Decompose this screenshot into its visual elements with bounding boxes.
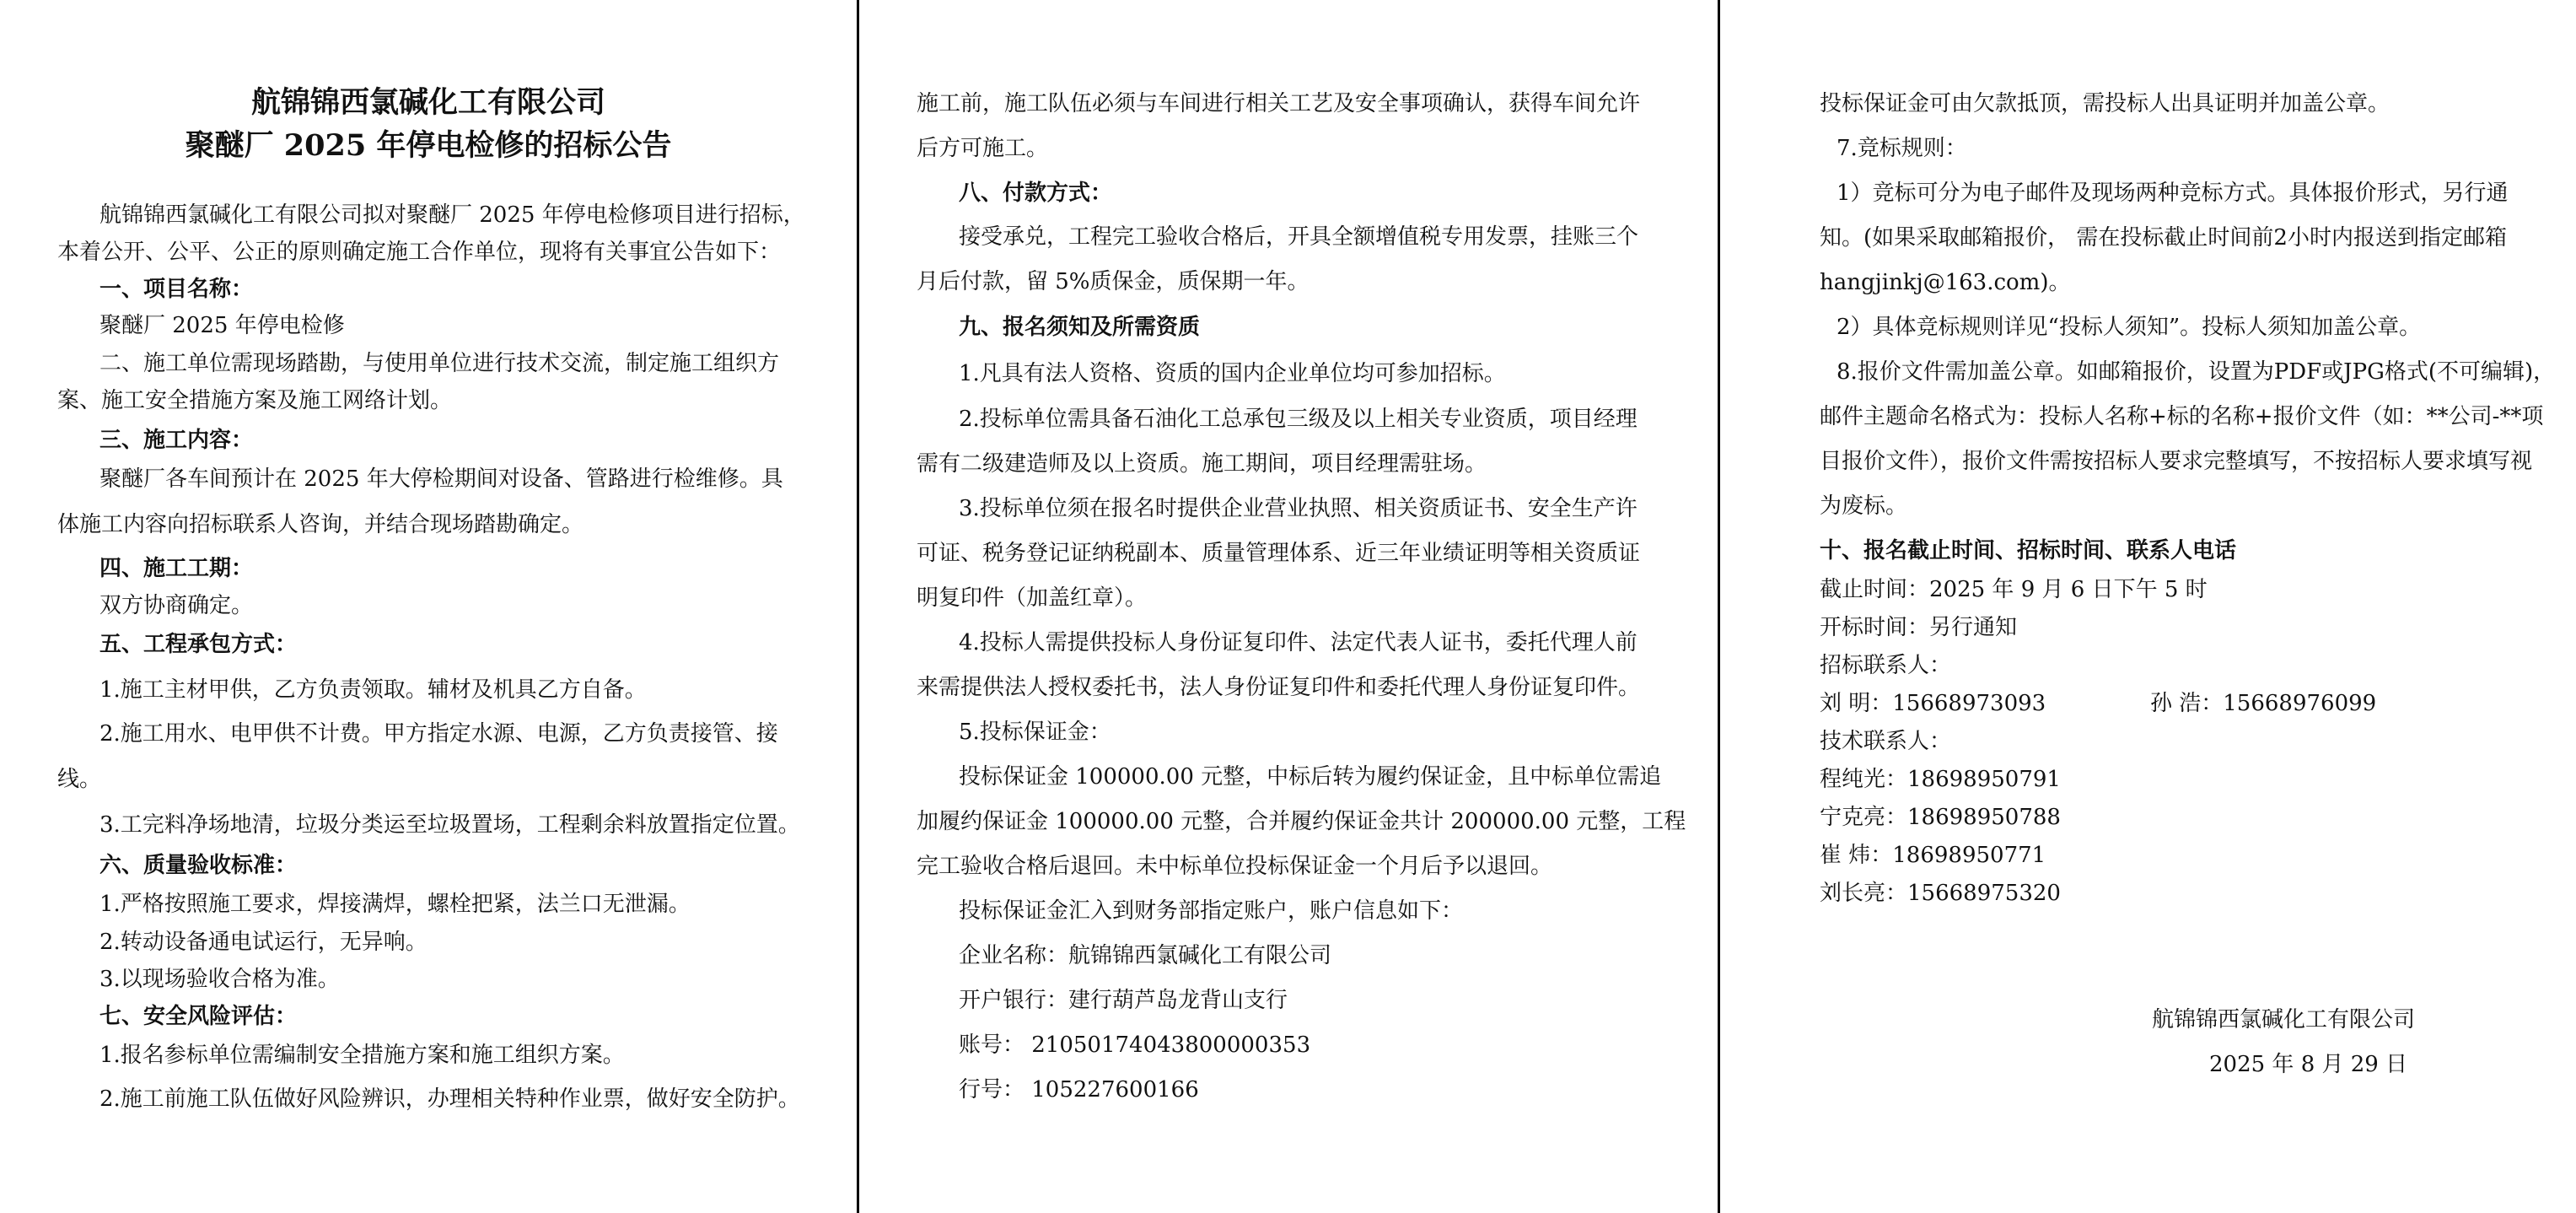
list-item: 需有二级建造师及以上资质。施工期间，项目经理需驻场。 — [917, 451, 1487, 477]
account-number: 账号： 21050174043800000353 — [959, 1032, 1311, 1058]
section-heading: 九、报名须知及所需资质 — [959, 315, 1201, 340]
section-text: 后方可施工。 — [917, 136, 1049, 161]
section-text: 聚醚厂 2025 年停电检修 — [99, 313, 345, 338]
section-heading: 7.竞标规则： — [1837, 136, 1967, 161]
list-item: 1.施工主材甲供，乙方负责领取。辅材及机具乙方自备。 — [99, 677, 647, 703]
list-item: 目报价文件），报价文件需按招标人要求完整填写，不按招标人要求填写视 — [1820, 449, 2533, 474]
tech-contact: 崔 炜：18698950771 — [1820, 843, 2046, 868]
deadline: 截止时间：2025 年 9 月 6 日下午 5 时 — [1820, 577, 2208, 602]
section-text: 完工验收合格后退回。未中标单位投标保证金一个月后予以退回。 — [917, 854, 1553, 879]
signature-company: 航锦锦西氯碱化工有限公司 — [2152, 1007, 2416, 1032]
list-item: 3.工完料净场地清，垃圾分类运至垃圾置场，工程剩余料放置指定位置。 — [99, 812, 800, 838]
section-text: 案、施工安全措施方案及施工网络计划。 — [57, 388, 453, 413]
section-text: 施工前，施工队伍必须与车间进行相关工艺及安全事项确认，获得车间允许 — [917, 91, 1641, 116]
section-text: 投标保证金可由欠款抵顶，需投标人出具证明并加盖公章。 — [1820, 91, 2390, 116]
section-text: 接受承兑，工程完工验收合格后，开具全额增值税专用发票，挂账三个 — [959, 224, 1639, 250]
list-item: 1.严格按照施工要求，焊接满焊，螺栓把紧，法兰口无泄漏。 — [99, 892, 691, 917]
list-item: 2）具体竞标规则详见“投标人须知”。投标人须知加盖公章。 — [1837, 315, 2422, 340]
list-item: 1.凡具有法人资格、资质的国内企业单位均可参加招标。 — [959, 361, 1506, 386]
bank-code: 行号： 105227600166 — [959, 1077, 1199, 1102]
page-3 — [1720, 0, 2576, 1213]
section-text: 二、施工单位需现场踏勘，与使用单位进行技术交流，制定施工组织方 — [99, 351, 780, 376]
list-item: 2.转动设备通电试运行，无异响。 — [99, 930, 428, 955]
list-item: 8.报价文件需加盖公章。如邮箱报价，设置为PDF或JPG格式(不可编辑)， — [1837, 359, 2556, 385]
section-text: 体施工内容向招标联系人咨询，并结合现场踏勘确定。 — [57, 512, 584, 537]
list-item: 2.施工前施工队伍做好风险辨识，办理相关特种作业票，做好安全防护。 — [99, 1086, 800, 1112]
list-item: 3.投标单位须在报名时提供企业营业执照、相关资质证书、安全生产许 — [959, 496, 1638, 521]
section-heading: 一、项目名称： — [99, 277, 254, 302]
list-item: 1.报名参标单位需编制安全措施方案和施工组织方案。 — [99, 1043, 625, 1068]
intro-line: 本着公开、公平、公正的原则确定施工合作单位，现将有关事宜公告如下： — [57, 240, 782, 265]
bid-contact-label: 招标联系人： — [1820, 653, 1952, 678]
section-heading: 七、安全风险评估： — [99, 1004, 298, 1029]
section-text: 加履约保证金 100000.00 元整，合并履约保证金共计 200000.00 元整，工程 — [917, 809, 1686, 834]
list-item: 邮件主题命名格式为：投标人名称+标的名称+报价文件（如：**公司-**项 — [1820, 404, 2544, 429]
account-bank: 开户银行：建行葫芦岛龙背山支行 — [959, 988, 1288, 1013]
account-name: 企业名称：航锦锦西氯碱化工有限公司 — [959, 943, 1332, 968]
section-text: 双方协商确定。 — [99, 593, 254, 618]
list-item: 可证、税务登记证纳税副本、质量管理体系、近三年业绩证明等相关资质证 — [917, 541, 1641, 566]
intro-line: 航锦锦西氯碱化工有限公司拟对聚醚厂 2025 年停电检修项目进行招标， — [99, 202, 805, 228]
list-item: 4.投标人需提供投标人身份证复印件、法定代表人证书，委托代理人前 — [959, 630, 1638, 655]
bid-contact: 刘 明：15668973093 — [1820, 691, 2046, 716]
list-item: 线。 — [57, 767, 102, 792]
list-item: 5.投标保证金： — [959, 720, 1111, 745]
list-item: 知。(如果采取邮箱报价， 需在投标截止时间前2小时内报送到指定邮箱 — [1820, 225, 2507, 251]
section-heading: 五、工程承包方式： — [99, 632, 298, 657]
opening-time: 开标时间：另行通知 — [1820, 615, 2018, 640]
bid-contact: 孙 浩：15668976099 — [2150, 691, 2377, 716]
signature-date: 2025 年 8 月 29 日 — [2209, 1052, 2408, 1077]
tech-contact: 刘长亮：15668975320 — [1820, 881, 2061, 906]
section-heading: 八、付款方式： — [959, 181, 1113, 206]
section-heading: 三、施工内容： — [99, 428, 254, 453]
page-1 — [0, 0, 857, 1213]
list-item: 明复印件（加盖红章）。 — [917, 585, 1148, 611]
section-text: 聚醚厂各车间预计在 2025 年大停检期间对设备、管路进行检维修。具 — [99, 466, 783, 492]
list-item: 为废标。 — [1820, 493, 1908, 519]
tech-contact: 程纯光：18698950791 — [1820, 767, 2061, 792]
section-text: 投标保证金 100000.00 元整，中标后转为履约保证金，且中标单位需追 — [959, 764, 1662, 790]
title-notice: 聚醚厂 2025 年停电检修的招标公告 — [185, 128, 672, 163]
email-address: hangjinkj@163.com)。 — [1820, 270, 2071, 295]
list-item: 2.投标单位需具备石油化工总承包三级及以上相关专业资质，项目经理 — [959, 407, 1638, 432]
list-item: 来需提供法人授权委托书，法人身份证复印件和委托代理人身份证复印件。 — [917, 675, 1641, 700]
section-heading: 十、报名截止时间、招标时间、联系人电话 — [1820, 538, 2237, 563]
section-text: 月后付款，留 5%质保金，质保期一年。 — [917, 269, 1310, 294]
page-2 — [859, 0, 1718, 1213]
section-heading: 四、施工工期： — [99, 556, 254, 581]
account-intro: 投标保证金汇入到财务部指定账户，账户信息如下： — [959, 898, 1464, 924]
section-heading: 六、质量验收标准： — [99, 853, 298, 878]
tech-contact: 宁克亮：18698950788 — [1820, 805, 2061, 830]
title-company: 航锦锦西氯碱化工有限公司 — [250, 85, 605, 120]
list-item: 2.施工用水、电甲供不计费。甲方指定水源、电源，乙方负责接管、接 — [99, 721, 778, 747]
list-item: 1）竞标可分为电子邮件及现场两种竞标方式。具体报价形式，另行通 — [1837, 181, 2509, 206]
list-item: 3.以现场验收合格为准。 — [99, 967, 340, 992]
tech-contact-label: 技术联系人： — [1820, 729, 1952, 754]
